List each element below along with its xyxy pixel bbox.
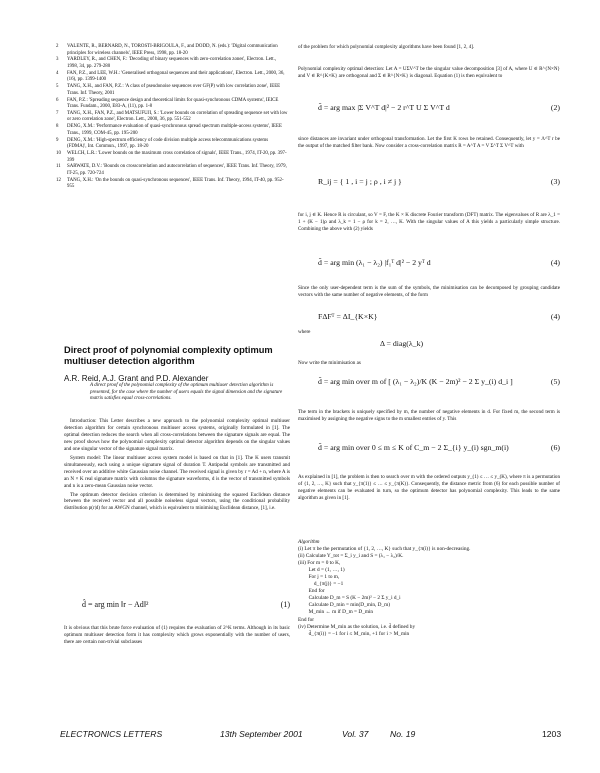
equation-7 (318, 377, 560, 386)
equation-6 (380, 339, 500, 348)
algorithm-line: M_min ← m if D_m = D_min (298, 609, 374, 616)
reference-text: TANG, X.H., and FAN, P.Z.: 'A class of pseudonoise sequences over GF(P) with low correlation zone', IEEE Trans. Inf. Theory, 2001 (67, 84, 281, 96)
equation-5 (318, 312, 560, 321)
algorithm-line: (i) Let π be the permutation of {1, 2, …, K} such that y_{π(i)} is non-decreasing. (298, 546, 471, 553)
reference-item (56, 44, 288, 57)
equation-number: (5) (550, 377, 560, 386)
reference-item (56, 98, 288, 111)
algorithm-line: Let d = (1, …, 1) (298, 567, 345, 574)
reference-number: 3 (56, 57, 59, 63)
article-abstract: A direct proof of the polynomial complexity of the optimum multiuser detection algorithm is presented, for the case where the number of users equals the signal dimension and the signature matrix satisfies equal cross-correlations. (90, 383, 283, 402)
footer-page-number: 1203 (542, 729, 562, 739)
algorithm-line: (iii) For m = 0 to K, (298, 560, 341, 567)
equation-text: d̂ = arg max |Σ V^T d|² − 2 r^T U Σ V^T d (318, 103, 450, 112)
equation-number: (1) (280, 600, 290, 609)
reference-number: 9 (56, 137, 59, 143)
footer-volume: Vol. 37 (342, 729, 369, 739)
reference-number: 11 (56, 164, 61, 170)
paragraph-2: since distances are invariant under orthogonal transformation. Let the first K rows be retained. Consequently, let y = Λ^T r be the output of the matched filter bank. Now consider a cross-correlation matrix R = A^T A = V Σ^T Σ V^T with (298, 136, 560, 149)
equation-text: FΔFᵀ = ΔI_{K×K} (318, 312, 378, 321)
reference-text: YARDLEY, R., and CHEN, F.: 'Decoding of binary sequences with zero-correlation zones', Electron. Lett., 1998, 34, pp. 279-280 (67, 57, 277, 69)
algorithm-line: d_{π(j)} = −1 (298, 581, 344, 588)
paragraph-4: Since the only user-dependent term is the sum of the symbols, the minimisation can be decomposed by grouping candidate vectors with the same number of negative elements, of the form (298, 285, 560, 298)
reference-item (56, 178, 288, 191)
equation-number: (3) (550, 177, 560, 186)
reference-item (56, 111, 288, 124)
section-polynomial: Polynomial complexity optimal detection: Let A = UΣV^T be the singular value decomposition [3] of A, where U ∈ R^{N×N} and V ∈ R^{K×K} are orthogonal and Σ ∈ R^{N×K} is diagonal. Equation (1) is then equivalent to (298, 66, 560, 79)
reference-number: 10 (56, 151, 61, 156)
equation-3 (318, 177, 560, 186)
reference-item (56, 71, 288, 84)
algorithm-line: End for (298, 616, 315, 623)
equation-text: Δ = diag(λ_k) (380, 339, 424, 348)
body-left (64, 418, 290, 514)
where-label: where (298, 329, 311, 335)
algorithm-line: For j = 1 to m, (298, 574, 340, 581)
equation-number: (2) (550, 103, 560, 112)
reference-item (56, 151, 288, 164)
equation-1 (82, 600, 290, 609)
equation-4 (318, 258, 560, 267)
equation-text: R_ij = { 1 , i = j ; ρ , i ≠ j } (318, 177, 402, 186)
reference-number: 7 (56, 110, 59, 116)
reference-text: WELCH, L.R.: 'Lower bounds on the maximum cross correlation of signals', IEEE Trans., 1974, IT-20, pp. 397-399 (67, 151, 287, 163)
footer-date: 13th September 2001 (220, 729, 303, 739)
right-intro: of the problem for which polynomial complexity algorithms have been found [1, 2, 4]. (298, 44, 475, 50)
equation-text: d̂ = arg min over 0 ≤ m ≤ K of C_m − 2 Σ_{i} y_(i) sgn_m(i) (318, 443, 509, 452)
equation-number: (4) (550, 258, 560, 267)
algorithm-line: (ii) Calculate Y_tot = Σ_i y_i and S = (λ₁ − λ₂)/K. (298, 553, 404, 560)
footer-journal: ELECTRONICS LETTERS (60, 729, 163, 739)
algorithm-heading: Algorithm (298, 539, 320, 545)
reference-text: VALENTE, R., BERNARD, N., TOROSTI-BRIGOULA, F., and DODD, N. (eds.): 'Digital communication principles for wireless channels', IEEE Press, 1998, pp. 18-20 (67, 44, 278, 56)
reference-number: 6 (56, 97, 59, 103)
reference-item (56, 84, 288, 97)
paragraph-3: for i, j ∈ K. Hence R is circulant, so V = F, the K × K discrete Fourier transform (DFT) matrix. The eigenvalues of R are λ_1 = 1 + (K − 1)ρ and λ_k = 1 − ρ for k = 2, …, K. With the singular values of A this yields a particularly simple structure. Combining the above with (2) yields (298, 212, 560, 232)
reference-text: DENG, X.M.: 'High-spectrum efficiency of code division multiple access telecommunications systems (FDMA)', Int. Commun., 1997, pp. 18-20 (67, 137, 269, 150)
reference-number: 12 (56, 177, 61, 183)
algorithm-line: Calculate D_m = S (K − 2m)² − 2 Σ y_i d_i (298, 595, 401, 602)
equation-8 (318, 443, 560, 452)
reference-text: FAN, P.Z.: 'Spreading sequence design and theoretical limits for quasi-synchronous CDMA systems', IEICE Trans. Fundam., 2000, E83-A, (11), pp. 1-8 (67, 97, 279, 110)
equation-2 (318, 103, 560, 112)
reference-text: SARWATE, D.V.: 'Bounds on crosscorrelation and autocorrelation of sequences', IEEE Trans. Inf. Theory, 1979, IT-25, pp. 720-724 (67, 164, 287, 176)
equation-text: d̂ = arg min (λ₁ − λ₂) |f₁ᵀ d|² − 2 yᵀ d (318, 258, 431, 267)
reference-text: TANG, X.H., FAN, P.Z., and MATSUFUJI, S.: 'Lower bounds on correlation of spreading sequence set with low or zero correlation zone', Electron. Lett., 2000, 36, pp. 551-552 (67, 110, 288, 123)
body-paragraph: The optimum detector decision criterion is determined by minimising the squared Euclidean distance between the received vector and all possible noiseless signal vectors, using the conditional probability distribution p(r|d) for an AWGN channel, which is equivalent to minimising Euclidean distance, [1], i.e. (64, 491, 290, 512)
footer-issue: No. 19 (390, 729, 416, 739)
equation-text: d̂ = arg min over m of [ (λ₁ − λ₂)/K (K − 2m)² − 2 Σ y_(i) d_i ] (318, 377, 513, 386)
body-paragraph: Introduction: This Letter describes a new approach to the polynomial complexity optimal multiuser detection algorithm for certain synchronous multiuser access systems, originally formulated in [1]. The optimal detection reduces the search when all cross-correlations between the signature signals are equal. The new proof shows how the polynomial complexity optimal detector algorithm depends on the singular values and one singular vector of the signature signal matrix. (64, 418, 290, 452)
reference-number: 8 (56, 124, 59, 130)
equation-text: d̂ = arg min ‖r − Ad‖² (82, 600, 149, 609)
body-paragraph: System model: The linear multiuser access system model is based on that in [1]. The K users transmit simultaneously, each using a unique signature signal of duration T. Antipodal symbols are transmitted and received over an additive white Gaussian noise channel. The received signal is given by r = Ad + n, where A is an N × K real signature matrix with columns the signature waveforms, d is the vector of transmitted symbols and n is a zero-mean Gaussian noise vector. (64, 454, 290, 489)
algorithm-lines (298, 546, 558, 638)
algorithm-line: (iv) Determine M_min as the solution, i.e. d̂ defined by (298, 623, 416, 630)
page-footer (60, 729, 568, 743)
equation-number: (4) (550, 312, 560, 321)
paragraph-5: Now write the minimisation as (298, 360, 361, 366)
algorithm-line: Calculate D_min = min(D_min, D_m) (298, 602, 390, 609)
reference-number: 4 (56, 70, 59, 76)
paragraph-6: The term in the brackets is uniquely specified by m, the number of negative elements in d. For fixed m, the second term is maximised by assigning the negative signs to the m smallest entries of y. This (298, 409, 560, 422)
algorithm-line: d̂_{π(i)} = −1 for i ≤ M_min, +1 for i > M_min (298, 630, 410, 637)
article-authors: A.R. Reid, A.J. Grant and P.D. Alexander (64, 374, 209, 383)
paragraph-7: As explained in [1], the problem is then to search over m with the ordered outputs y_(1) ≤ … ≤ y_(K), where π is a permutation of {1, 2, …, K} such that y_{π(1)} ≤ … ≤ y_{π(K)}. Consequently, the distance metric from (6) for each possible number of negative elements can be evaluated in turn, so the optimum detector has polynomial complexity. This leads to the same algorithm as given in [1]. (298, 474, 560, 501)
reference-text: FAN, P.Z., and LEE, W.H.: 'Generalised orthogonal sequences and their applications', Electron. Lett., 2000, 36, (16), pp. 1399-1400 (67, 70, 285, 83)
article-title: Direct proof of polynomial complexity optimum multiuser detection algorithm (64, 345, 273, 366)
reference-number: 5 (56, 84, 59, 90)
reference-item (56, 138, 288, 151)
reference-list (56, 44, 288, 191)
reference-item (56, 164, 288, 177)
equation-number: (6) (550, 443, 560, 452)
algorithm-line: End for (298, 588, 325, 595)
reference-number: 2 (56, 44, 59, 49)
reference-text: TANG, X.H.: 'On the bounds on quasi-synchronous sequences', IEEE Trans. Inf. Theory, 1994, IT-40, pp. 952-955 (67, 177, 284, 190)
algorithm-block (298, 539, 558, 638)
reference-item (56, 57, 288, 70)
reference-text: DENG, X.M.: 'Performance evaluation of quasi-synchronous spread spectrum multiple-access systems', IEEE Trans., 1999, COM-45, pp. 195-200 (67, 124, 282, 136)
reference-item (56, 124, 288, 137)
body-tail: It is obvious that this brute force evaluation of (1) requires the evaluation of 2^K terms. Although in its basic optimum multiuser detection form it has complexity which grows exponentially with the number of users, there are certain non-trivial subclasses (64, 625, 290, 645)
